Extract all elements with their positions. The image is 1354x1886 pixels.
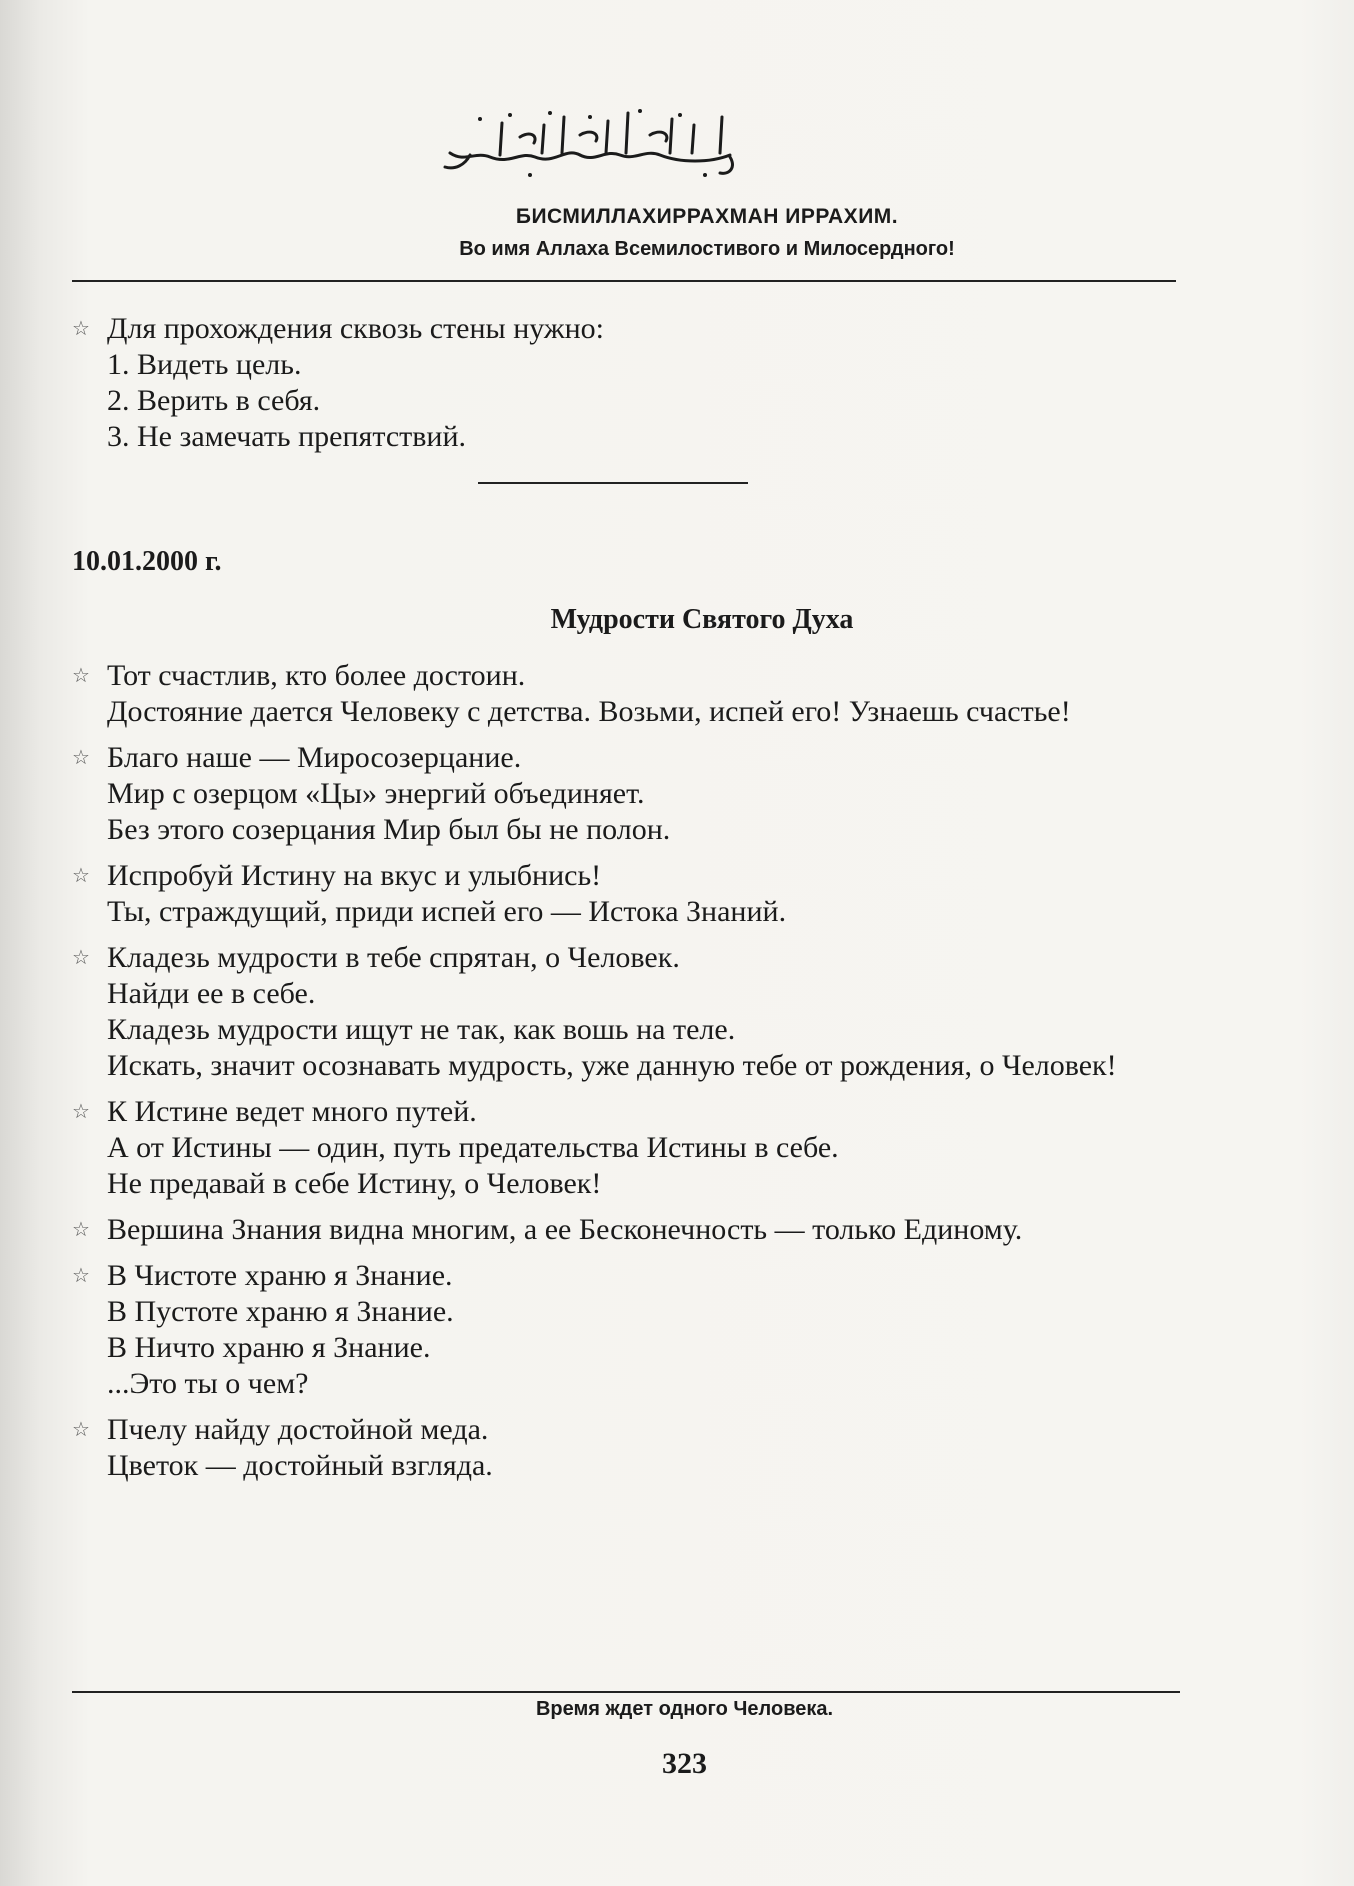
star-icon: ☆ bbox=[72, 1219, 90, 1241]
star-icon: ☆ bbox=[72, 865, 90, 887]
saying-item bbox=[72, 658, 1172, 730]
saying-line: Тот счастлив, кто более достоин. bbox=[107, 659, 526, 692]
saying-line: Мир с озерцом «Цы» энергий объединяет. bbox=[107, 777, 645, 810]
list-item: 1. Видеть цель. bbox=[107, 348, 302, 381]
list-item: 2. Верить в себя. bbox=[107, 384, 321, 417]
header-title: БИСМИЛЛАХИРРАХМАН ИРРАХИМ. bbox=[515, 205, 899, 228]
intro-lead bbox=[72, 311, 1172, 347]
saying-line: В Чистоте храню я Знание. bbox=[107, 1259, 453, 1292]
header-divider bbox=[72, 280, 1176, 282]
intro-lead-text: Для прохождения сквозь стены нужно: bbox=[107, 312, 604, 345]
saying-item bbox=[72, 1094, 1172, 1202]
page-number: 323 bbox=[662, 1747, 707, 1780]
section-title: Мудрости Святого Духа bbox=[550, 604, 854, 635]
footer-divider bbox=[72, 1691, 1180, 1693]
saying-line: Вершина Знания видна многим, а ее Бесконечность — только Единому. bbox=[107, 1213, 1023, 1246]
saying-item bbox=[72, 1412, 1172, 1484]
star-icon: ☆ bbox=[72, 665, 90, 687]
saying-line: Ты, страждущий, приди испей его — Истока Знаний. bbox=[107, 895, 787, 928]
saying-line: А от Истины — один, путь предательства Истины в себе. bbox=[107, 1131, 839, 1164]
star-icon: ☆ bbox=[72, 318, 90, 340]
star-icon: ☆ bbox=[72, 1101, 90, 1123]
footer-quote: Время ждет одного Человека. bbox=[535, 1698, 834, 1720]
saying-item bbox=[72, 1212, 1172, 1248]
sayings-list bbox=[72, 658, 1172, 1494]
saying-line: В Ничто храню я Знание. bbox=[107, 1331, 431, 1364]
saying-line: Без этого созерцания Мир был бы не полон. bbox=[107, 813, 671, 846]
header-subtitle: Во имя Аллаха Всемилостивого и Милосердного! bbox=[459, 238, 955, 260]
star-icon: ☆ bbox=[72, 747, 90, 769]
saying-line: Кладезь мудрости в тебе спрятан, о Человек. bbox=[107, 941, 680, 974]
intro-block bbox=[72, 311, 1172, 455]
section-divider bbox=[478, 482, 748, 484]
steps-list bbox=[72, 347, 1172, 455]
list-item: 3. Не замечать препятствий. bbox=[107, 420, 467, 453]
saying-item bbox=[72, 740, 1172, 848]
star-icon: ☆ bbox=[72, 947, 90, 969]
saying-item bbox=[72, 858, 1172, 930]
saying-line: Кладезь мудрости ищут не так, как вошь на теле. bbox=[107, 1013, 736, 1046]
star-icon: ☆ bbox=[72, 1265, 90, 1287]
saying-line: К Истине ведет много путей. bbox=[107, 1095, 477, 1128]
saying-line: ...Это ты о чем? bbox=[107, 1367, 309, 1400]
entry-date: 10.01.2000 г. bbox=[72, 546, 222, 577]
saying-line: Не предавай в себе Истину, о Человек! bbox=[107, 1167, 602, 1200]
saying-line: Найди ее в себе. bbox=[107, 977, 316, 1010]
saying-item bbox=[72, 1258, 1172, 1402]
saying-line: Испробуй Истину на вкус и улыбнись! bbox=[107, 859, 602, 892]
saying-line: Благо наше — Миросозерцание. bbox=[107, 741, 522, 774]
arabic-calligraphy-basmala bbox=[430, 95, 750, 185]
saying-line: Искать, значит осознавать мудрость, уже данную тебе от рождения, о Человек! bbox=[107, 1049, 1117, 1082]
saying-line: Цветок — достойный взгляда. bbox=[107, 1449, 493, 1482]
saying-item bbox=[72, 940, 1172, 1084]
saying-line: В Пустоте храню я Знание. bbox=[107, 1295, 454, 1328]
star-icon: ☆ bbox=[72, 1419, 90, 1441]
saying-line: Достояние дается Человеку с детства. Возьми, испей его! Узнаешь счастье! bbox=[107, 695, 1071, 728]
saying-line: Пчелу найду достойной меда. bbox=[107, 1413, 489, 1446]
